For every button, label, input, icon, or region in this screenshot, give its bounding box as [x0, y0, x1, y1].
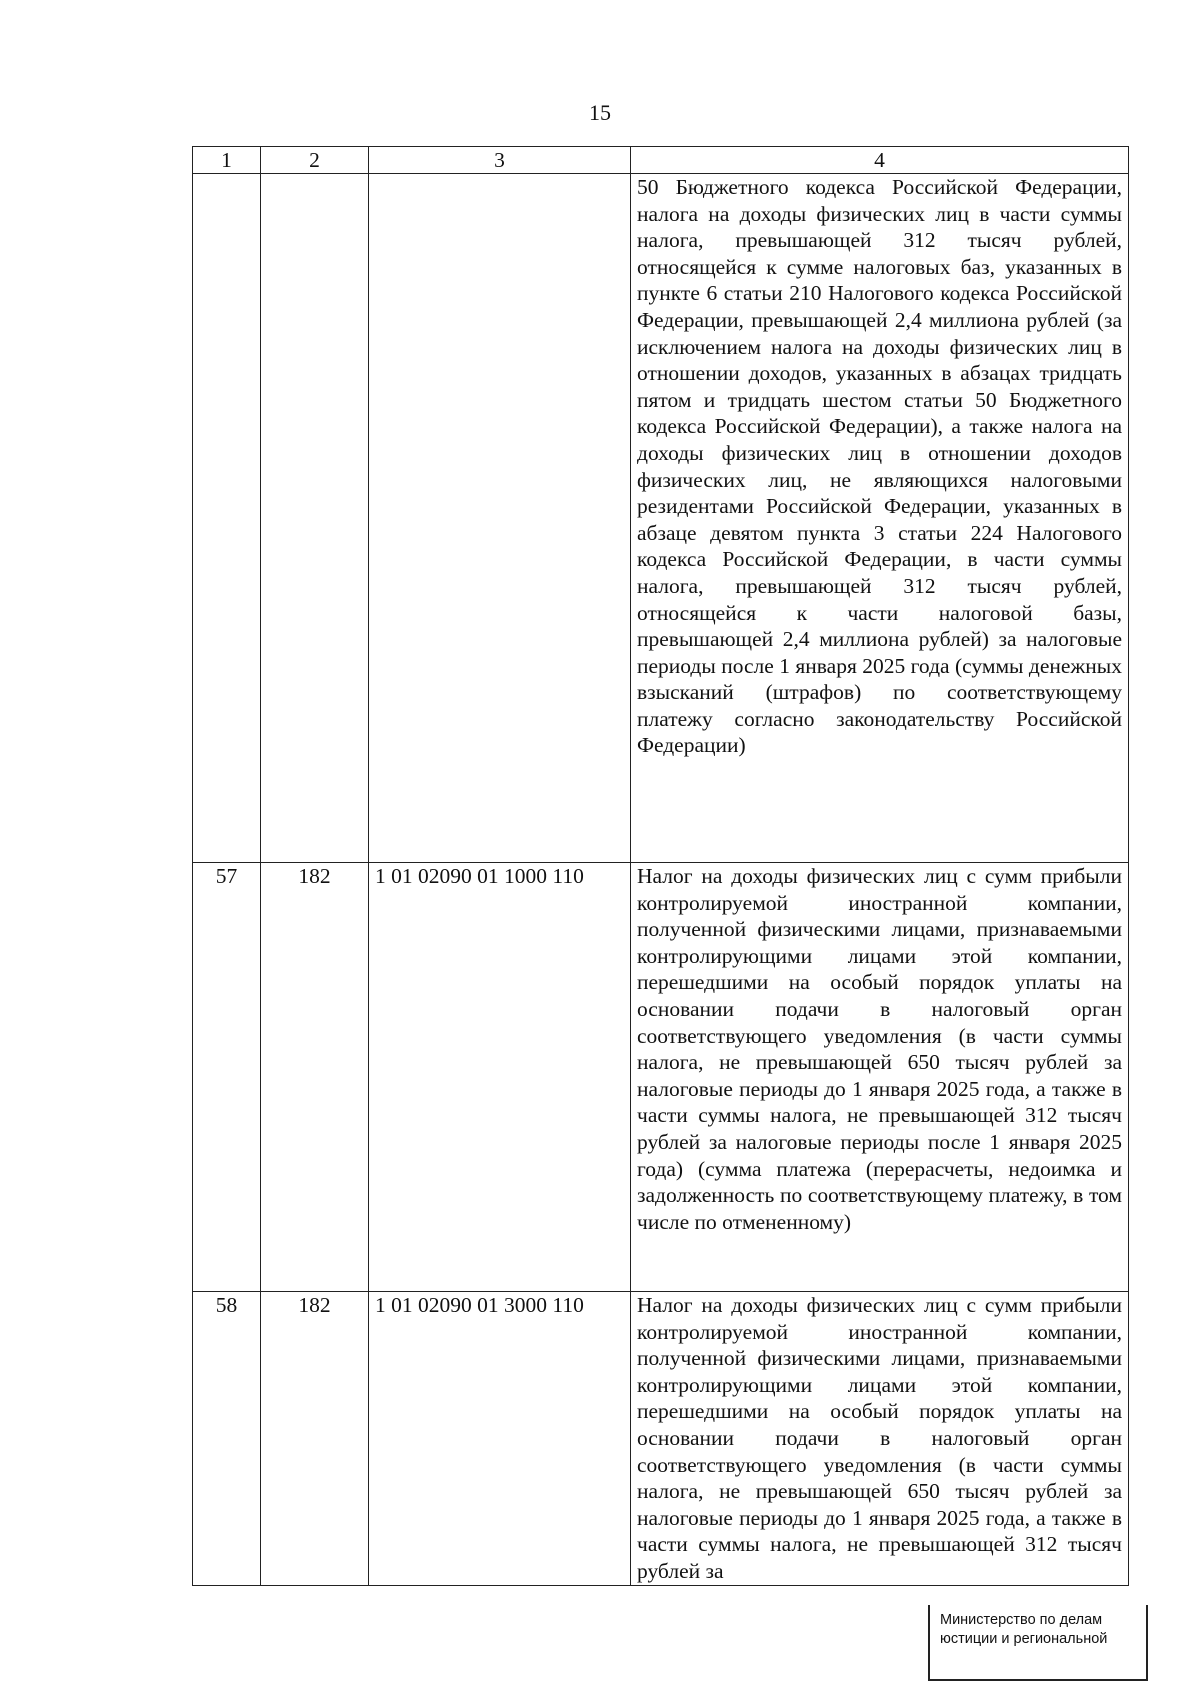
column-header-4: 4	[631, 147, 1129, 174]
budget-code-cell: 1 01 02090 01 1000 110	[369, 863, 631, 1292]
row-number-cell: 58	[193, 1292, 261, 1586]
description-cell: 50 Бюджетного кодекса Российской Федерации, налога на доходы физических лиц в части суммы налога, превышающей 312 тысяч рублей, относящейся к сумме налоговых баз, указанных в пункте 6 статьи 210 Налогового кодекса Российской Федерации, превышающей 2,4 миллиона рублей (за исключением налога на доходы физических лиц в отношении доходов, указанных в абзацах тридцать пятом и тридцать шестом статьи 50 Бюджетного кодекса Российской Федерации), а также налога на доходы физических лиц в отношении доходов физических лиц, не являющихся налоговыми резидентами Российской Федерации, указанных в абзаце девятом пункта 3 статьи 224 Налогового кодекса Российской Федерации, в части суммы налога, превышающей 312 тысяч рублей, относящейся к части налоговой базы, превышающей 2,4 миллиона рублей) за налоговые периоды после 1 января 2025 года (суммы денежных взысканий (штрафов) по соответствующему платежу согласно законодательству Российской Федерации)	[631, 174, 1129, 863]
table-row-58	[193, 1292, 1129, 1586]
admin-code-cell: 182	[261, 1292, 369, 1586]
table-row-57	[193, 863, 1129, 1292]
column-header-1: 1	[193, 147, 261, 174]
table-row-continuation	[193, 174, 1129, 863]
budget-code-cell: 1 01 02090 01 3000 110	[369, 1292, 631, 1586]
ministry-stamp	[928, 1605, 1148, 1681]
column-header-3: 3	[369, 147, 631, 174]
admin-code-cell	[261, 174, 369, 863]
row-number-cell: 57	[193, 863, 261, 1292]
revenue-codes-table	[192, 146, 1129, 1586]
stamp-line-2: юстиции и региональной	[940, 1631, 1108, 1647]
row-number-cell	[193, 174, 261, 863]
description-cell: Налог на доходы физических лиц с сумм прибыли контролируемой иностранной компании, полученной физическими лицами, признаваемыми контролирующими лицами этой компании, перешедшими на особый порядок уплаты на основании подачи в налоговый орган соответствующего уведомления (в части суммы налога, не превышающей 650 тысяч рублей за налоговые периоды до 1 января 2025 года, а также в части суммы налога, не превышающей 312 тысяч рублей за налоговые периоды после 1 января 2025 года) (сумма платежа (перерасчеты, недоимка и задолженность по соответствующему платежу, в том числе по отмененному)	[631, 863, 1129, 1292]
admin-code-cell: 182	[261, 863, 369, 1292]
page-number: 15	[589, 100, 611, 125]
table-header-row	[193, 147, 1129, 174]
description-cell: Налог на доходы физических лиц с сумм прибыли контролируемой иностранной компании, полученной физическими лицами, признаваемыми контролирующими лицами этой компании, перешедшими на особый порядок уплаты на основании подачи в налоговый орган соответствующего уведомления (в части суммы налога, не превышающей 650 тысяч рублей за налоговые периоды до 1 января 2025 года, а также в части суммы налога, не превышающей 312 тысяч рублей за	[631, 1292, 1129, 1586]
stamp-line-1: Министерство по делам	[940, 1612, 1103, 1628]
budget-code-cell	[369, 174, 631, 863]
column-header-2: 2	[261, 147, 369, 174]
